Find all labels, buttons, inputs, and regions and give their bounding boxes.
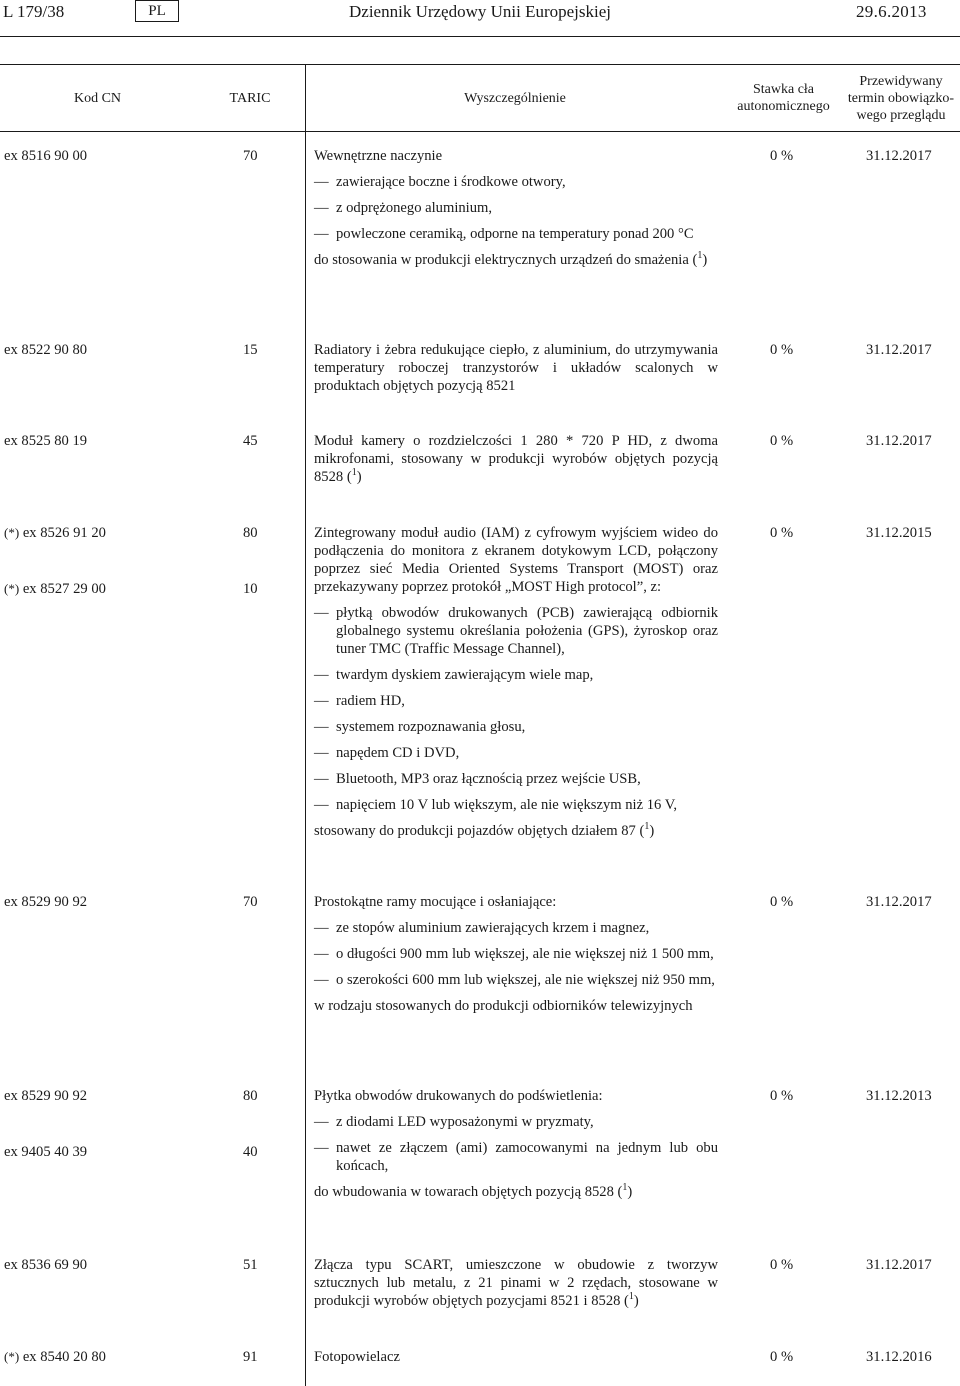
indent-text: o szerokości 600 mm lub większej, ale nie większej niż 950 mm,: [336, 972, 715, 988]
taric-code: 10: [243, 581, 258, 597]
spacer: [314, 788, 718, 796]
indent-text: płytką obwodów drukowanych (PCB) zawierającą odbiornik globalnego systemu określania położenia (GPS), żyroskop oraz tuner TMC (Traffic Message Channel),: [336, 605, 718, 657]
description-text: [314, 341, 718, 395]
taric-cell: [243, 1256, 283, 1274]
description-intro: Wewnętrzne naczynie: [314, 148, 443, 164]
cn-code-text: ex 8516 90 00: [4, 148, 88, 164]
description-cell: [314, 432, 718, 486]
taric-code: 45: [243, 433, 258, 449]
taric-cell: [243, 432, 283, 450]
description-cell: [314, 1348, 718, 1366]
duty-rate: 0 %: [770, 1088, 794, 1104]
footnote-close: ): [702, 252, 708, 268]
cn-code-cell: [4, 1348, 190, 1366]
cn-code-text: ex 8526 91 20: [22, 525, 106, 541]
em-dash-bullet: —: [314, 1140, 329, 1156]
column-divider: [305, 64, 306, 1386]
cn-code: [4, 1256, 190, 1274]
description-indent-item: [314, 796, 718, 814]
description-indent-item: [314, 692, 718, 710]
duty-rate: 0 %: [770, 433, 794, 449]
duty-rate: 0 %: [770, 342, 794, 358]
publication-date: 29.6.2013: [856, 2, 927, 21]
cn-code-cell: [4, 893, 190, 911]
taric-code: 70: [243, 894, 258, 910]
indent-text: ze stopów aluminium zawierających krzem i magnez,: [336, 920, 650, 936]
description-indent-item: [314, 173, 718, 191]
spacer: [314, 684, 718, 692]
description-outro: [314, 251, 718, 269]
em-dash-bullet: —: [314, 797, 329, 813]
description-indent-item: [314, 225, 718, 243]
indent-text: napędem CD i DVD,: [336, 745, 460, 761]
cn-code: [4, 341, 190, 359]
description-intro: Prostokątne ramy mocujące i osłaniające:: [314, 894, 557, 910]
indent-text: nawet ze złączem (ami) zamocowanymi na jednym lub obu końcach,: [336, 1140, 718, 1174]
taric-code: 91: [243, 1349, 258, 1365]
taric-code: 80: [243, 1088, 258, 1104]
cn-code: [4, 147, 190, 165]
em-dash-bullet: —: [314, 174, 329, 190]
column-header-duty-rate: Stawka cła autonomicznego: [737, 82, 830, 114]
description-indent-item: [314, 945, 718, 963]
review-date: 31.12.2017: [866, 894, 932, 910]
duty-rate: 0 %: [770, 1349, 794, 1365]
description-intro: Płytka obwodów drukowanych do podświetlenia:: [314, 1088, 603, 1104]
cn-code-cell: [4, 1256, 190, 1274]
description-indent-item: [314, 718, 718, 736]
cn-code-text: ex 8525 80 19: [4, 433, 88, 449]
spacer: [314, 710, 718, 718]
description-indent-item: [314, 919, 718, 937]
spacer: [314, 762, 718, 770]
cn-code-text: ex 8540 20 80: [22, 1349, 106, 1365]
indent-text: o długości 900 mm lub większej, ale nie większej niż 1 500 mm,: [336, 946, 714, 962]
outro-text: stosowany do produkcji pojazdów objętych działem 87 (: [314, 823, 645, 839]
review-date: 31.12.2013: [866, 1088, 932, 1104]
description-indent-item: [314, 666, 718, 684]
description-body: Złącza typu SCART, umieszczone w obudowie z tworzyw sztucznych lub metalu, z 21 pinami w 2 rzędach, stosowane w produkcji wyrobów objętych pozycjami 8521 i 8528 (: [314, 1257, 718, 1309]
description-outro: [314, 997, 718, 1015]
indent-text: Bluetooth, MP3 oraz łącznością przez wejście USB,: [336, 771, 641, 787]
cn-code-text: ex 8536 69 90: [4, 1257, 88, 1273]
taric-cell: [243, 147, 283, 165]
em-dash-bullet: —: [314, 771, 329, 787]
description-outro: [314, 1183, 718, 1201]
em-dash-bullet: —: [314, 226, 329, 242]
duty-rate: 0 %: [770, 894, 794, 910]
taric-code: 70: [243, 148, 258, 164]
indent-text: powleczone ceramiką, odporne na temperatury ponad 200 °C: [336, 226, 694, 242]
description-body: Moduł kamery o rozdzielczości 1 280 * 720 P HD, z dwoma mikrofonami, stosowany w produkcji wyrobów objętych pozycją 8528 (: [314, 433, 718, 485]
cn-code-text: ex 8529 90 92: [4, 1088, 88, 1104]
spacer: [314, 191, 718, 199]
cn-code: [4, 1143, 190, 1161]
page-reference: L 179/38: [3, 2, 65, 21]
table-header: [0, 64, 960, 132]
cn-code-cell: [4, 432, 190, 450]
header-rule: [0, 36, 960, 37]
spacer: [314, 989, 718, 997]
indent-text: twardym dyskiem zawierającym wiele map,: [336, 667, 594, 683]
spacer: [314, 658, 718, 666]
outro-text: w rodzaju stosowanych do produkcji odbiorników telewizyjnych: [314, 998, 693, 1014]
indent-text: zawierające boczne i środkowe otwory,: [336, 174, 566, 190]
taric-code: 15: [243, 342, 258, 358]
column-header-taric: TARIC: [229, 90, 271, 106]
footnote-close: ): [356, 469, 362, 485]
spacer: [314, 814, 718, 822]
spacer: [314, 1175, 718, 1183]
footnote-close: ): [633, 1293, 639, 1309]
description-indent-item: [314, 199, 718, 217]
cn-code: [4, 524, 190, 542]
spacer: [314, 736, 718, 744]
description-cell: [314, 341, 718, 395]
footnote-close: ): [649, 823, 655, 839]
taric-cell: [243, 1348, 283, 1366]
footnote-ref: 1: [644, 821, 650, 833]
column-header-description: Wyszczególnienie: [464, 90, 566, 106]
indent-text: z diodami LED wyposażonymi w pryzmaty,: [336, 1114, 594, 1130]
review-date: 31.12.2017: [866, 342, 932, 358]
description-indent-item: [314, 1139, 718, 1175]
description-outro: [314, 822, 718, 840]
em-dash-bullet: —: [314, 745, 329, 761]
language-badge: PL: [135, 0, 179, 22]
cn-code-cell: [4, 147, 190, 165]
cn-code-text: ex 9405 40 39: [4, 1144, 88, 1160]
column-header-cn: Kod CN: [73, 90, 122, 106]
cn-code-text: ex 8522 90 80: [4, 342, 88, 358]
outro-text: do stosowania w produkcji elektrycznych urządzeń do smażenia (: [314, 252, 698, 268]
em-dash-bullet: —: [314, 920, 329, 936]
spacer: [314, 243, 718, 251]
spacer: [314, 596, 718, 604]
em-dash-bullet: —: [314, 605, 329, 621]
description-intro: Zintegrowany moduł audio (IAM) z cyfrowym wyjściem wideo do podłączenia do monitora z ekranem dotykowym LCD, połączony poprzez sieć Media Oriented Systems Transport (MOST) oraz przekazywany poprzez protokół „MOST High protocol”, z:: [314, 525, 718, 595]
spacer: [314, 911, 718, 919]
cn-code-text: ex 8529 90 92: [4, 894, 88, 910]
cn-code: [4, 893, 190, 911]
cn-reference-mark: (*): [4, 525, 20, 540]
review-date: 31.12.2017: [866, 1257, 932, 1273]
cn-reference-mark: (*): [4, 1349, 20, 1364]
em-dash-bullet: —: [314, 200, 329, 216]
outro-text: do wbudowania w towarach objętych pozycją 8528 (: [314, 1184, 623, 1200]
footnote-ref: 1: [622, 1182, 628, 1194]
taric-cell: [243, 524, 283, 598]
duty-rate: 0 %: [770, 525, 794, 541]
journal-title: Dziennik Urzędowy Unii Europejskiej: [349, 2, 612, 21]
description-indent-item: [314, 971, 718, 989]
description-cell: [314, 524, 718, 840]
review-date: 31.12.2016: [866, 1349, 932, 1365]
cn-code-cell: [4, 1087, 190, 1161]
cn-code: [4, 580, 190, 598]
duty-rate: 0 %: [770, 1257, 794, 1273]
review-date: 31.12.2017: [866, 433, 932, 449]
footnote-close: ): [627, 1184, 633, 1200]
description-indent-item: [314, 1113, 718, 1131]
em-dash-bullet: —: [314, 1114, 329, 1130]
indent-text: systemem rozpoznawania głosu,: [336, 719, 526, 735]
cn-code-text: ex 8527 29 00: [22, 581, 106, 597]
taric-code: 80: [243, 525, 258, 541]
page-header: [0, 0, 960, 30]
spacer: [314, 1131, 718, 1139]
review-date: 31.12.2017: [866, 148, 932, 164]
taric-code: 51: [243, 1257, 258, 1273]
description-cell: [314, 893, 718, 1015]
em-dash-bullet: —: [314, 946, 329, 962]
description-cell: [314, 147, 718, 269]
review-date: 31.12.2015: [866, 525, 932, 541]
footnote-ref: 1: [697, 250, 703, 262]
em-dash-bullet: —: [314, 719, 329, 735]
indent-text: z odprężonego aluminium,: [336, 200, 493, 216]
cn-code: [4, 1087, 190, 1105]
column-header-review-date: Przewidywany termin obowiązko- wego przeglądu: [847, 73, 955, 123]
description-body: Fotopowielacz: [314, 1349, 400, 1365]
duty-rate: 0 %: [770, 148, 794, 164]
footnote-ref: 1: [351, 467, 357, 479]
indent-text: napięciem 10 V lub większym, ale nie większym niż 16 V,: [336, 797, 677, 813]
cn-reference-mark: (*): [4, 581, 20, 596]
description-cell: [314, 1256, 718, 1310]
cn-code: [4, 1348, 190, 1366]
spacer: [314, 165, 718, 173]
spacer: [314, 963, 718, 971]
spacer: [314, 1105, 718, 1113]
taric-cell: [243, 893, 283, 911]
description-indent-item: [314, 770, 718, 788]
spacer: [314, 217, 718, 225]
description-text: [314, 1348, 718, 1366]
cn-code-cell: [4, 341, 190, 359]
taric-cell: [243, 1087, 283, 1161]
spacer: [314, 937, 718, 945]
em-dash-bullet: —: [314, 693, 329, 709]
taric-code: 40: [243, 1144, 258, 1160]
description-body: Radiatory i żebra redukujące ciepło, z aluminium, do utrzymywania temperatury roboczej tranzystorów i układów scalonych w produktach objętych pozycją 8521: [314, 342, 718, 394]
taric-cell: [243, 341, 283, 359]
em-dash-bullet: —: [314, 972, 329, 988]
cn-code-cell: [4, 524, 190, 598]
description-text: [314, 1256, 718, 1310]
description-text: [314, 432, 718, 486]
description-indent-item: [314, 604, 718, 658]
em-dash-bullet: —: [314, 667, 329, 683]
indent-text: radiem HD,: [336, 693, 405, 709]
cn-code: [4, 432, 190, 450]
footnote-ref: 1: [628, 1291, 634, 1303]
description-indent-item: [314, 744, 718, 762]
description-cell: [314, 1087, 718, 1201]
